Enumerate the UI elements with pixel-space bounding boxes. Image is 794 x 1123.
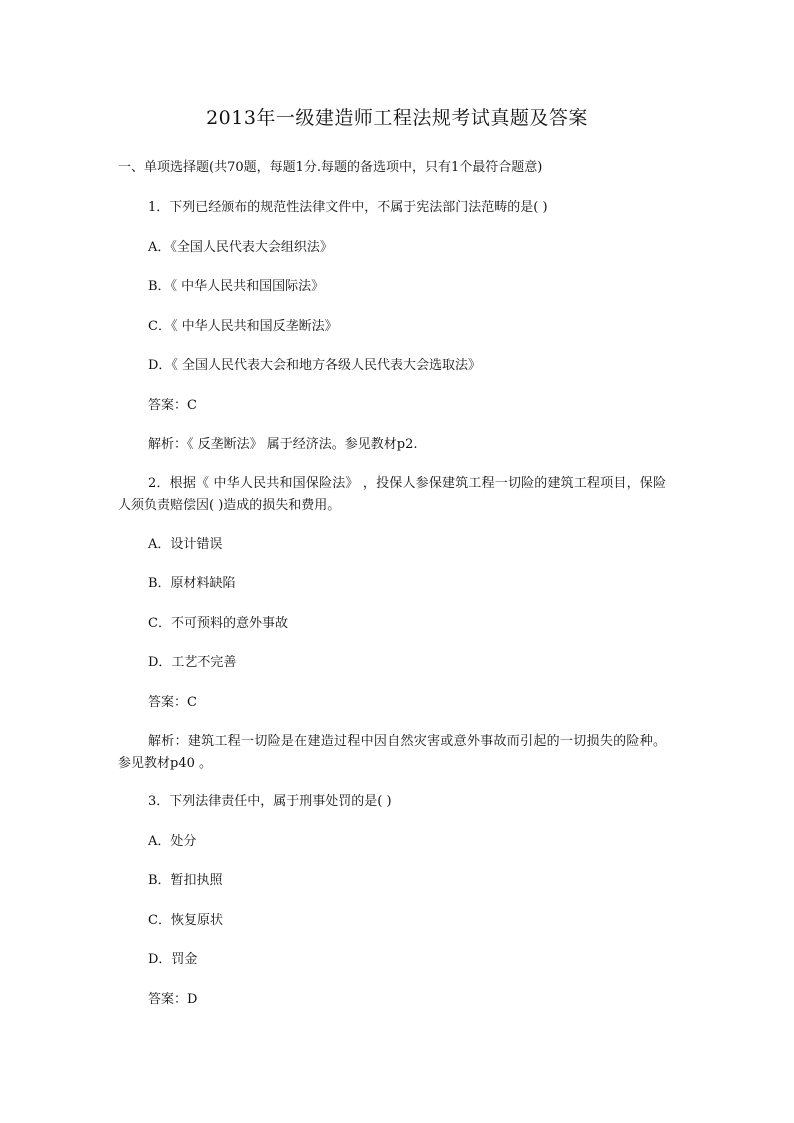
- question-2-option-c: C．不可预料的意外事故: [148, 616, 288, 631]
- question-2-option-b: B．原材料缺陷: [148, 576, 236, 591]
- question-3-option-c: C．恢复原状: [148, 913, 223, 928]
- question-3-stem: 3．下列法律责任中，属于刑事处罚的是( ): [148, 794, 392, 809]
- question-1-option-b: B．《 中华人民共和国国际法》: [148, 279, 325, 294]
- question-2-option-d: D．工艺不完善: [148, 655, 237, 670]
- question-1-answer: 答案：C: [148, 398, 197, 413]
- question-1-stem: 1．下列已经颁布的规范性法律文件中，不属于宪法部门法范畴的是( ): [148, 200, 548, 215]
- document-title: 2013年一级建造师工程法规考试真题及答案: [206, 107, 588, 129]
- question-2-analysis: 解析：建筑工程一切险是在建造过程中因自然灾害或意外事故而引起的一切损失的险种。参见教材p40 。: [118, 734, 666, 771]
- question-1-option-d: D．《 全国人民代表大会和地方各级人民代表大会选取法》: [148, 358, 482, 373]
- question-3-option-a: A．处分: [148, 834, 197, 849]
- question-1-option-a: A．《全国人民代表大会组织法》: [148, 240, 333, 255]
- question-3-answer: 答案：D: [148, 992, 198, 1007]
- question-3-option-d: D．罚金: [148, 952, 198, 967]
- section-heading: 一、单项选择题(共70题，每题1分.每题的备选项中，只有1个最符合题意): [118, 160, 543, 175]
- question-2-option-a: A．设计错误: [148, 537, 223, 552]
- question-3-option-b: B．暂扣执照: [148, 873, 223, 888]
- question-1-analysis: 解析：《 反垄断法》 属于经济法。参见教材p2.: [148, 437, 418, 452]
- question-1-option-c: C．《 中华人民共和国反垄断法》: [148, 319, 338, 334]
- question-2-answer: 答案：C: [148, 695, 197, 710]
- question-2-stem: 2．根据《 中华人民共和国保险法》 ，投保人参保建筑工程一切险的建筑工程项目，保险人须负责赔偿因( )造成的损失和费用。: [118, 476, 666, 513]
